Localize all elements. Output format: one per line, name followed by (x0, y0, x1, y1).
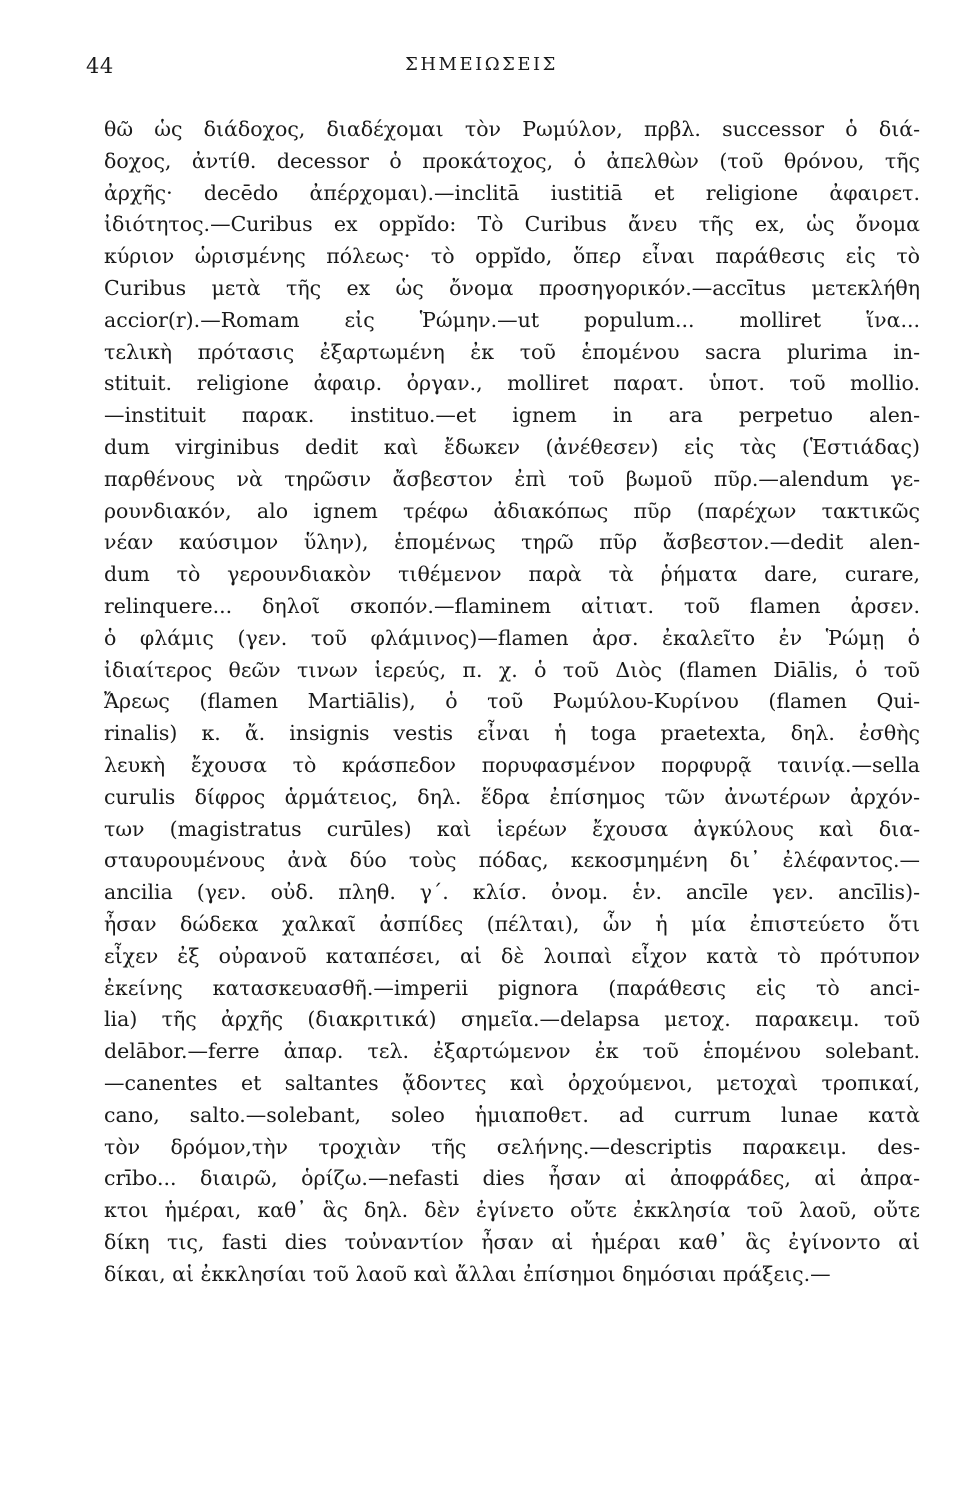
page-number: 44 (86, 54, 114, 78)
text-line: dum virginibus dedit καὶ ἔδωκεν (ἀνέθεσεν) εἰς τὰς (Ἑστιάδας) (104, 434, 920, 459)
text-line: θῶ ὡς διάδοχος, διαδέχομαι τὸν Ρωμύλον, πρβλ. successor ὁ διά- (104, 117, 920, 141)
text-line: δοχος, ἀντίθ. decessor ὁ προκάτοχος, ὁ ἀπελθὼν (τοῦ θρόνου, τῆς (104, 148, 920, 173)
text-line: —instituit παρακ. instituo.—et ignem in ara perpetuo alen- (104, 403, 920, 428)
text-line: εἶχεν ἐξ οὐρανοῦ καταπέσει, αἱ δὲ λοιπαὶ εἶχον κατὰ τὸ πρότυπον (104, 943, 920, 968)
text-line: ἐκείνης κατασκευασθῆ.—imperii pignora (παράθεσις εἰς τὸ anci- (104, 975, 920, 1000)
text-line: cano, salto.—solebant, soleo ἡμιαποθετ. ad currum lunae κατὰ (104, 1102, 920, 1127)
text-line: ἰδιότητος.—Curibus ex oppĭdo: Τὸ Curibus ἄνευ τῆς ex, ὡς ὄνομα (104, 212, 920, 237)
text-line: —canentes et saltantes ᾄδοντες καὶ ὀρχούμενοι, μετοχαὶ τροπικαί, (104, 1070, 920, 1095)
text-line: ρουνδιακόν, alo ignem τρέφω ἀδιακόπως πῦρ (παρέχων τακτικῶς (104, 498, 920, 523)
text-line: Curibus μετὰ τῆς ex ὡς ὄνομα προσηγορικόν.—accītus μετεκλήθη (104, 275, 920, 300)
text-line: παρθένους νὰ τηρῶσιν ἄσβεστον ἐπὶ τοῦ βωμοῦ πῦρ.—alendum γε- (104, 466, 920, 491)
text-line: dum τὸ γερουνδιακὸν τιθέμενον παρὰ τὰ ῥήματα dare, curare, (104, 562, 920, 587)
text-line: accior(r).—Romam εἰς Ῥώμην.—ut populum... molliret ἵνα... (104, 307, 920, 332)
text-line: λευκὴ ἔχουσα τὸ κράσπεδον πορυφασμένον πορφυρᾷ ταινίᾳ.—sella (104, 752, 920, 777)
text-line: ἀρχῆς· decēdo ἀπέρχομαι).—inclitā iustitiā et religione ἀφαιρετ. (104, 180, 920, 205)
text-line: crībo... διαιρῶ, ὁρίζω.—nefasti dies ἦσαν αἱ ἀποφράδες, αἱ ἀπρα- (104, 1166, 920, 1191)
notes-body (104, 114, 920, 1290)
text-line: ἰδιαίτερος θεῶν τινων ἱερεύς, π. χ. ὁ τοῦ Διὸς (flamen Diālis, ὁ τοῦ (104, 657, 920, 682)
text-line: lia) τῆς ἀρχῆς (διακριτικά) σημεῖα.—delapsa μετοχ. παρακειμ. τοῦ (104, 1007, 920, 1032)
text-line: των (magistratus curūles) καὶ ἱερέων ἔχουσα ἀγκύλους καὶ δια- (104, 816, 920, 841)
text-line: τὸν δρόμον,τὴν τροχιὰν τῆς σελήνης.—descriptis παρακειμ. des- (104, 1134, 920, 1159)
text-line: delābor.—ferre ἀπαρ. τελ. ἐξαρτώμενον ἐκ τοῦ ἑπομένου solebant. (104, 1039, 920, 1064)
text-line: δίκη τις, fasti dies τοὐναντίον ἦσαν αἱ ἡμέραι καθ᾿ ἃς ἐγίνοντο αἱ (104, 1229, 920, 1254)
text-line: τελικὴ πρότασις ἐξαρτωμένη ἐκ τοῦ ἑπομένου sacra plurima in- (104, 339, 920, 364)
text-line: relinquere... δηλοῖ σκοπόν.—flaminem αἰτιατ. τοῦ flamen ἀρσεν. (104, 593, 920, 618)
text-line: σταυρουμένους ἀνὰ δύο τοὺς πόδας, κεκοσμημένη δι᾿ ἐλέφαντος.— (104, 848, 920, 873)
text-line: ἦσαν δώδεκα χαλκαῖ ἀσπίδες (πέλται), ὧν ἡ μία ἐπιστεύετο ὅτι (104, 911, 920, 936)
text-line: ὁ φλάμις (γεν. τοῦ φλάμινος)—flamen ἀρσ. ἐκαλεῖτο ἐν Ῥώμῃ ὁ (104, 625, 920, 650)
text-line: κύριον ὡρισμένης πόλεως· τὸ oppĭdo, ὅπερ εἶναι παράθεσις εἰς τὸ (104, 244, 920, 269)
text-line: νέαν καύσιμον ὕλην), ἑπομένως τηρῶ πῦρ ἄσβεστον.—dedit alen- (104, 530, 920, 555)
text-line: Ἄρεως (flamen Martiālis), ὁ τοῦ Ρωμύλου-Κυρίνου (flamen Qui- (104, 689, 920, 714)
text-line: δίκαι, αἱ ἐκκλησίαι τοῦ λαοῦ καὶ ἄλλαι ἐπίσημοι δημόσιαι πράξεις.— (104, 1261, 831, 1286)
text-line: κτοι ἡμέραι, καθ᾿ ἃς δηλ. δὲν ἐγίνετο οὔτε ἐκκλησία τοῦ λαοῦ, οὔτε (104, 1198, 920, 1223)
text-line: stituit. religione ἀφαιρ. ὀργαν., molliret παρατ. ὑποτ. τοῦ mollio. (104, 371, 920, 396)
text-line: ancilia (γεν. οὐδ. πληθ. γ΄. κλίσ. ὀνομ. ἑν. ancīle γεν. ancīlis)- (104, 880, 920, 905)
text-line: curulis δίφρος ἁρμάτειος, δηλ. ἕδρα ἐπίσημος τῶν ἀνωτέρων ἀρχόν- (104, 784, 920, 809)
page-header (86, 54, 877, 84)
text-line: rinalis) κ. ἄ. insignis vestis εἶναι ἡ toga praetexta, δηλ. ἐσθὴς (104, 721, 920, 746)
running-title: ΣΗΜΕΙΩΣΕΙΣ (405, 54, 558, 75)
